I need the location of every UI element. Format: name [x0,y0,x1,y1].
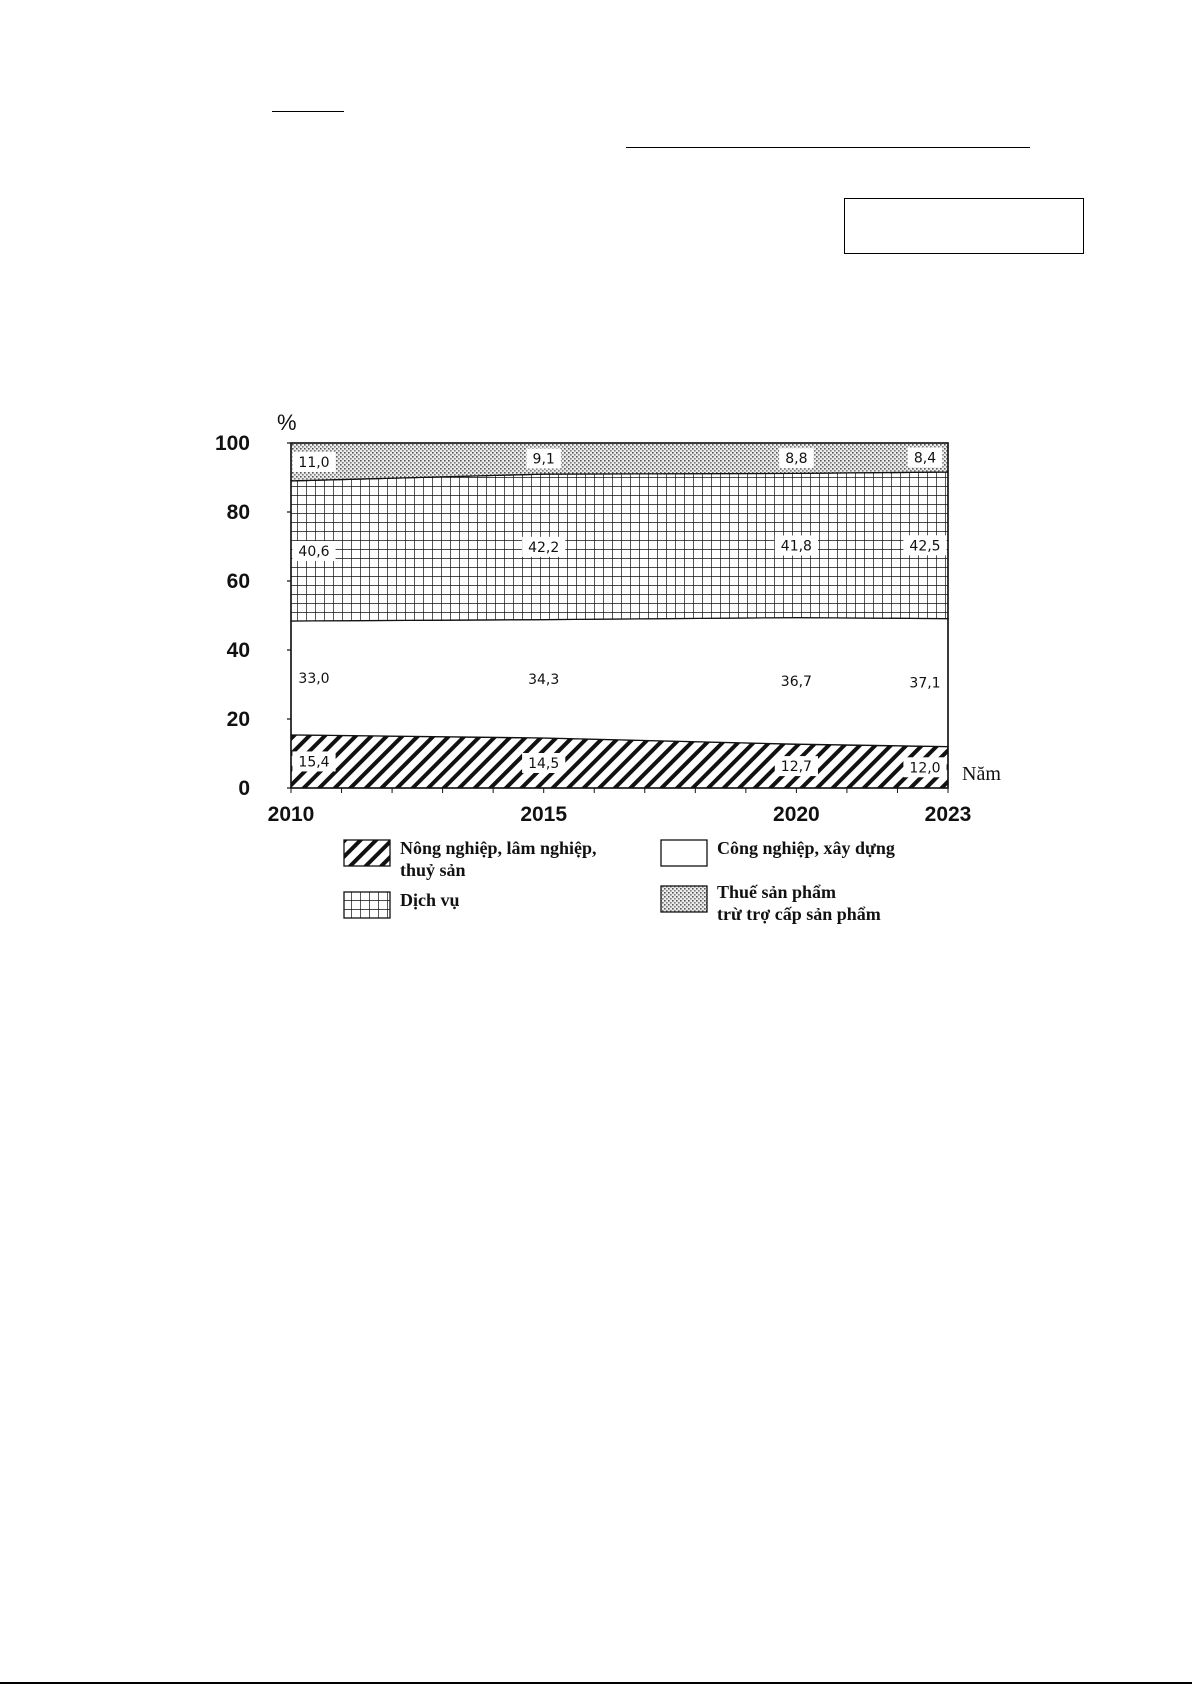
data-label: 9,1 [532,451,555,468]
data-label: 42,5 [909,538,941,555]
legend-item-cong-nghiep-xay-dung [661,838,895,866]
data-label: 42,2 [528,539,560,556]
area-cong-nghiep-xay-dung [291,618,948,747]
chart-layers [291,443,948,788]
x-tick-label: 2023 [924,803,972,826]
legend-item-thue-san-pham-tru-tro-cap-san-pham [661,882,881,924]
chart-legend [344,838,895,924]
x-axis-title: Năm [962,763,1001,785]
data-label: 37,1 [909,675,941,692]
legend-label: thuỷ sản [400,860,466,880]
data-label: 34,3 [528,671,560,688]
legend-item-dich-vu [344,890,460,918]
y-tick-label: 100 [214,432,250,455]
legend-label: Nông nghiệp, lâm nghiệp, [400,838,597,858]
data-label: 36,7 [780,673,812,690]
legend-swatch [661,886,707,912]
area-dich-vu [291,472,948,621]
data-label: 41,8 [780,538,812,555]
y-tick-label: 60 [226,570,250,593]
data-label: 12,0 [909,760,941,777]
legend-label: Công nghiệp, xây dựng [717,838,895,858]
y-tick-label: 0 [238,777,250,800]
y-tick-label: 80 [226,501,250,524]
data-label: 8,8 [785,451,808,468]
data-label: 12,7 [780,759,812,776]
legend-swatch [344,892,390,918]
data-label: 11,0 [298,454,330,471]
data-label: 8,4 [913,450,937,467]
legend-swatch [344,840,390,866]
y-tick-label: 20 [226,708,250,731]
legend-label: Dịch vụ [400,890,460,910]
x-tick-label: 2010 [267,803,315,826]
y-axis-unit: % [277,410,297,435]
page-bottom-rule [0,1682,1192,1684]
x-tick-label: 2020 [773,803,820,826]
data-label: 40,6 [298,543,330,560]
y-tick-label: 40 [226,639,250,662]
legend-label: Thuế sản phẩm [717,882,837,902]
x-tick-label: 2015 [520,803,568,826]
data-label: 14,5 [528,755,560,772]
legend-label: trừ trợ cấp sản phẩm [717,904,881,924]
legend-swatch [661,840,707,866]
data-label: 33,0 [298,670,330,687]
legend-item-nong-nghiep-lam-nghiep-thuy-san [344,838,597,880]
data-label: 15,4 [298,754,330,771]
